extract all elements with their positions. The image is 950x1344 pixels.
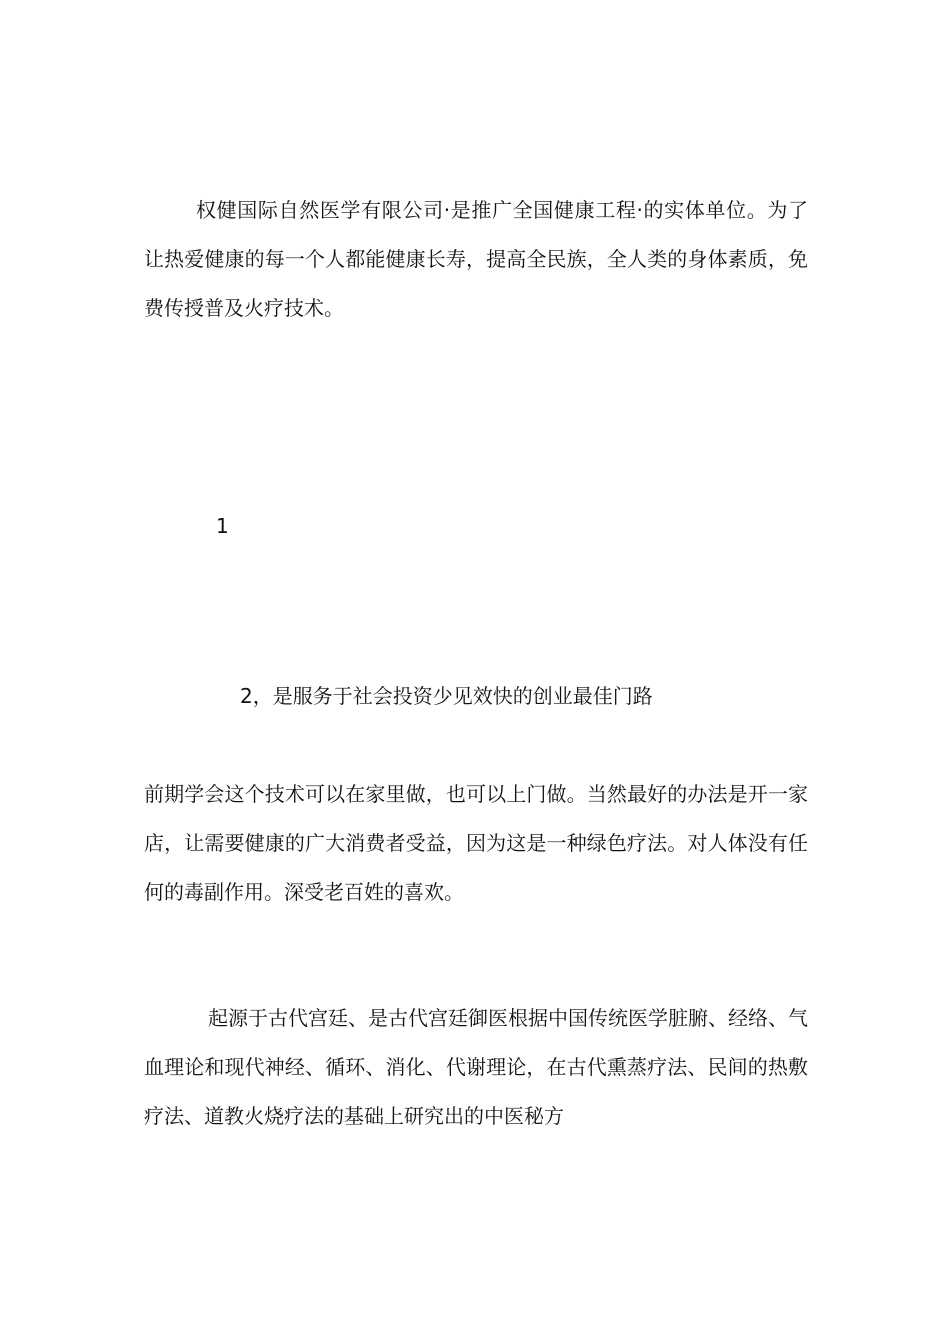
section-heading: 2，是服务于社会投资少见效快的创业最佳门路 [240,684,653,708]
intro-paragraph: 权健国际自然医学有限公司·是推广全国健康工程·的实体单位。为了让热爱健康的每一个人都能健康长寿，提高全民族，全人类的身体素质，免费传授普及火疗技术。 [144,198,808,320]
business-paragraph: 前期学会这个技术可以在家里做，也可以上门做。当然最好的办法是开一家店，让需要健康的广大消费者受益，因为这是一种绿色疗法。对人体没有任何的毒副作用。深受老百姓的喜欢。 [144,782,808,904]
section-number: 1 [216,514,229,538]
origin-paragraph: 起源于古代宫廷、是古代宫廷御医根据中国传统医学脏腑、经络、气血理论和现代神经、循环、消化、代谢理论，在古代熏蒸疗法、民间的热敷疗法、道教火烧疗法的基础上研究出的中医秘方 [144,1006,808,1128]
